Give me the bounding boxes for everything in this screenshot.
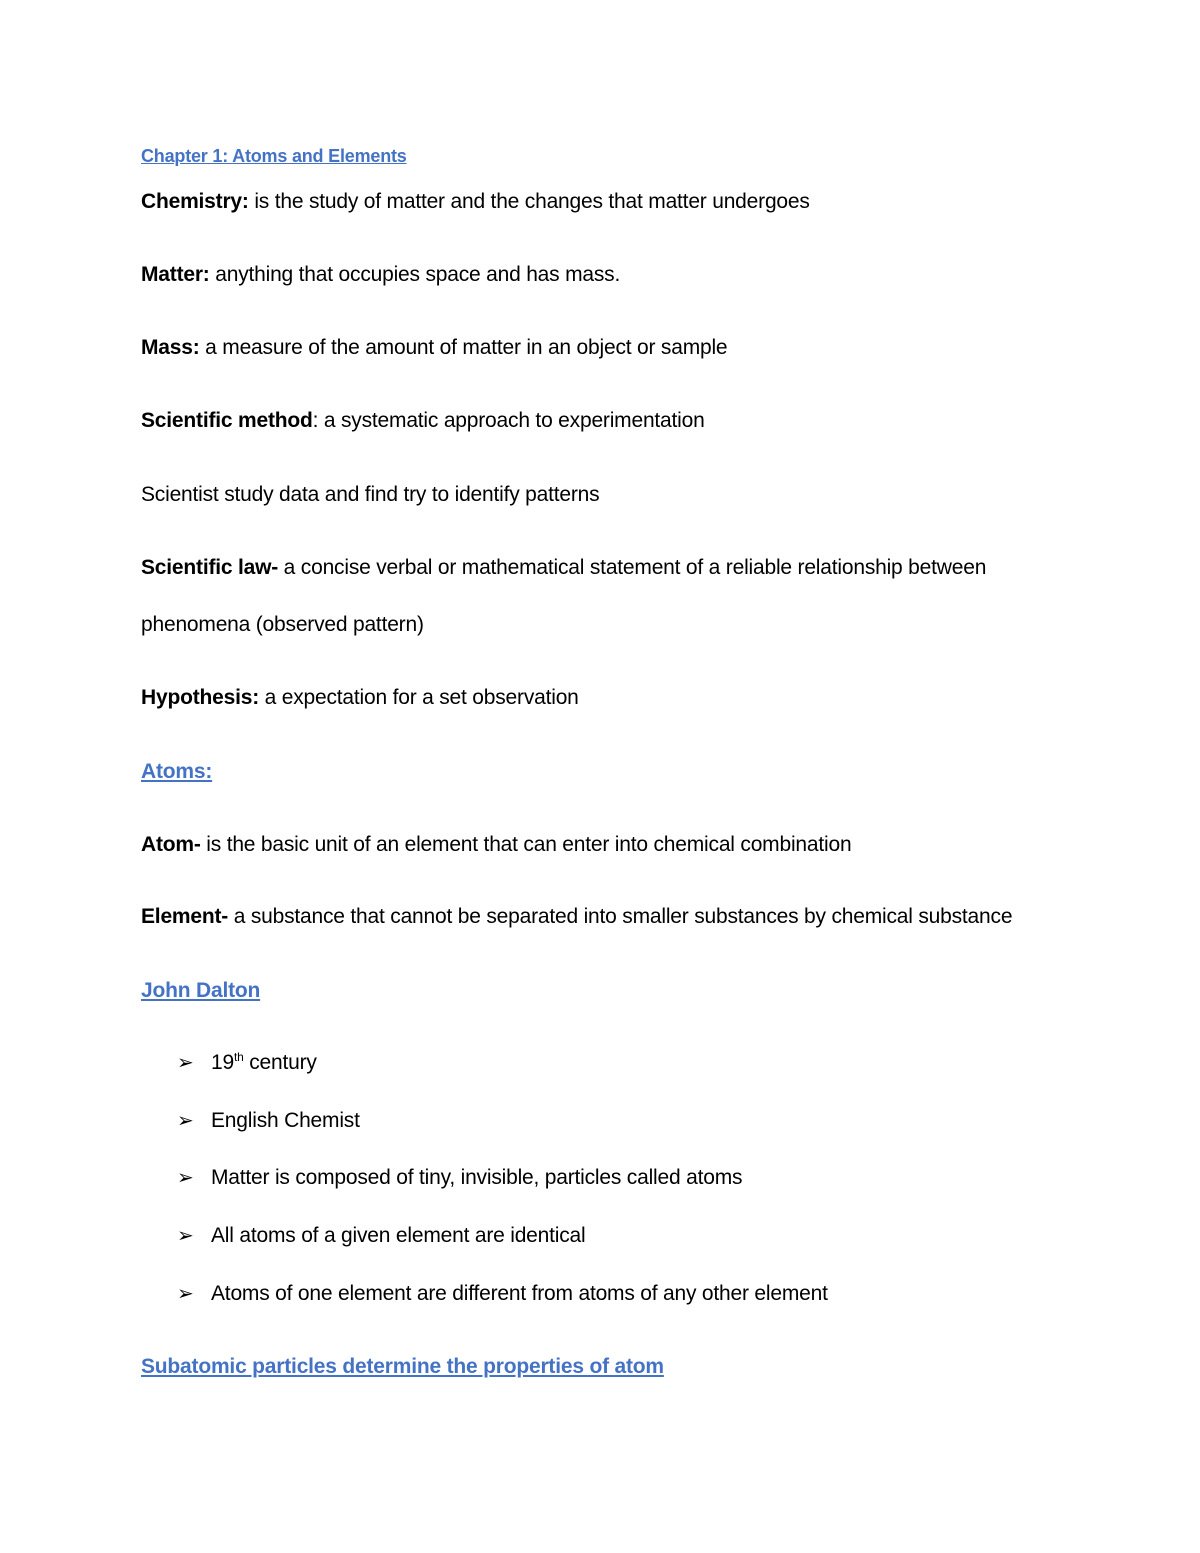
definition-element [141,903,1012,931]
bullet-matter-composed: Matter is composed of tiny, invisible, particles called atoms [211,1166,743,1189]
arrow-bullet-icon: ➢ [177,1283,194,1305]
bullet-atoms-identical: All atoms of a given element are identical [211,1224,586,1247]
list-item [177,1164,742,1192]
definition-matter [141,261,620,289]
definition-mass-text: a measure of the amount of matter in an object or sample [199,336,728,359]
chapter-title: Chapter 1: Atoms and Elements [141,146,407,166]
definition-hypothesis [141,684,579,712]
bullet-century-number: 19 [211,1051,234,1074]
definition-scientific-law [141,554,986,582]
arrow-bullet-icon: ➢ [177,1110,194,1132]
arrow-bullet-icon: ➢ [177,1225,194,1247]
arrow-bullet-icon: ➢ [177,1167,194,1189]
john-dalton-heading: John Dalton [141,979,261,1002]
definition-chemistry-text: is the study of matter and the changes that matter undergoes [248,190,810,213]
bullet-atoms-different: Atoms of one element are different from atoms of any other element [211,1282,828,1305]
definition-mass [141,334,727,362]
bullet-century-superscript: th [233,1050,244,1064]
term-chemistry: Chemistry: [141,190,249,213]
list-item [177,1280,828,1308]
term-atom: Atom- [141,833,201,856]
definition-matter-text: anything that occupies space and has mass. [209,263,621,286]
definition-atom-text: is the basic unit of an element that can enter into chemical combination [200,833,852,856]
subatomic-heading: Subatomic particles determine the properties of atom [141,1355,664,1378]
definition-scientific-method-text: : a systematic approach to experimentation [312,409,705,432]
bullet-century-text: century [243,1051,317,1074]
definition-atom [141,831,851,859]
arrow-bullet-icon: ➢ [177,1052,194,1074]
definition-scientific-law-continued: phenomena (observed pattern) [141,613,424,636]
bullet-english-chemist: English Chemist [211,1109,360,1132]
term-scientific-method: Scientific method [141,409,313,432]
list-item [177,1107,360,1135]
definition-chemistry [141,188,810,216]
definition-hypothesis-text: a expectation for a set observation [259,686,579,709]
term-mass: Mass: [141,336,200,359]
atoms-heading: Atoms: [141,760,213,783]
definition-scientific-method [141,407,705,435]
scientist-study-text: Scientist study data and find try to identify patterns [141,483,600,506]
term-hypothesis: Hypothesis: [141,686,259,709]
definition-element-text: a substance that cannot be separated into smaller substances by chemical substance [228,905,1013,928]
term-scientific-law: Scientific law- [141,556,279,579]
list-item [177,1222,585,1250]
definition-scientific-law-text: a concise verbal or mathematical statement of a reliable relationship between [278,556,987,579]
term-element: Element- [141,905,229,928]
term-matter: Matter: [141,263,210,286]
list-item [177,1049,317,1077]
